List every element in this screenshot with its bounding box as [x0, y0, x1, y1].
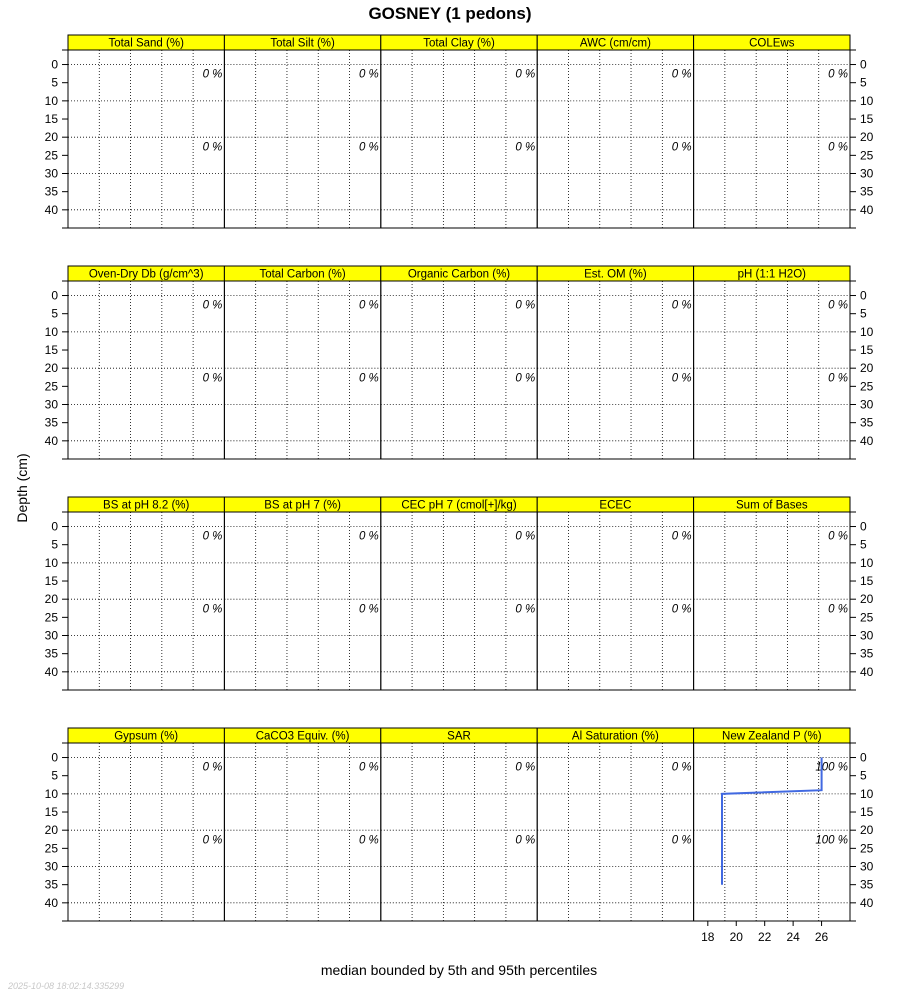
panel-frame [224, 512, 380, 690]
panel-title: Total Clay (%) [423, 37, 495, 50]
panel-frame [224, 50, 380, 228]
y-tick-label: 35 [44, 877, 58, 892]
panel-frame [68, 281, 224, 459]
panel-annotation: 0 % [202, 834, 223, 847]
panel-frame [694, 281, 850, 459]
y-tick-label: 35 [860, 415, 874, 430]
panel-title: Total Sand (%) [108, 37, 184, 50]
panel-annotation: 0 % [515, 141, 536, 154]
panel-annotation: 0 % [202, 603, 223, 616]
y-tick-label: 20 [860, 361, 874, 376]
y-tick-label: 25 [44, 148, 58, 163]
y-tick-label: 40 [44, 664, 58, 679]
y-tick-label: 10 [860, 93, 874, 108]
y-tick-label: 0 [860, 57, 867, 72]
panel-title: BS at pH 7 (%) [264, 499, 341, 512]
y-tick-label: 0 [860, 750, 867, 765]
panel-frame [68, 50, 224, 228]
y-tick-label: 35 [44, 184, 58, 199]
y-tick-label: 0 [51, 288, 58, 303]
y-tick-label: 20 [860, 823, 874, 838]
panel-title: AWC (cm/cm) [579, 37, 651, 50]
y-tick-label: 15 [860, 574, 874, 589]
y-tick-label: 5 [860, 75, 867, 90]
panel-annotation: 100 % [815, 834, 848, 847]
y-tick-label: 5 [51, 537, 58, 552]
y-tick-label: 25 [44, 610, 58, 625]
panel-frame [381, 281, 537, 459]
panel-annotation: 0 % [671, 372, 692, 385]
panel-title: SAR [447, 730, 471, 743]
y-tick-label: 25 [44, 841, 58, 856]
panel-frame [694, 512, 850, 690]
y-tick-label: 15 [44, 343, 58, 358]
series-line [722, 758, 822, 885]
x-tick-label: 18 [701, 930, 715, 944]
y-tick-label: 10 [860, 324, 874, 339]
panel-title: Sum of Bases [736, 499, 808, 512]
panel-annotation: 0 % [358, 603, 379, 616]
panel-annotation: 0 % [358, 372, 379, 385]
y-tick-label: 25 [860, 841, 874, 856]
y-tick-label: 15 [44, 805, 58, 820]
y-tick-label: 35 [860, 184, 874, 199]
x-axis-label: median bounded by 5th and 95th percentiles [320, 962, 598, 978]
panel-annotation: 0 % [828, 530, 848, 543]
y-tick-label: 5 [51, 306, 58, 321]
y-tick-label: 20 [44, 823, 58, 838]
panel-annotation: 0 % [202, 68, 223, 81]
y-tick-label: 40 [860, 202, 874, 217]
panel-frame [537, 50, 693, 228]
panel-frame [537, 743, 693, 921]
x-tick-label: 26 [814, 930, 829, 944]
y-tick-label: 5 [51, 75, 58, 90]
y-tick-label: 25 [44, 379, 58, 394]
panel-annotation: 0 % [202, 299, 223, 312]
panel-title: pH (1:1 H2O) [737, 268, 806, 281]
panel-title: Al Saturation (%) [571, 730, 659, 743]
y-tick-label: 35 [44, 415, 58, 430]
y-tick-label: 5 [860, 306, 867, 321]
y-tick-label: 40 [860, 664, 874, 679]
y-tick-label: 30 [860, 628, 874, 643]
panel-annotation: 0 % [202, 141, 223, 154]
y-tick-label: 35 [44, 646, 58, 661]
panel-title: CaCO3 Equiv. (%) [255, 730, 350, 743]
timestamp: 2025-10-08 18:02:14.335299 [8, 981, 125, 991]
y-tick-label: 15 [44, 112, 58, 127]
y-tick-label: 0 [860, 519, 867, 534]
y-tick-label: 10 [44, 93, 58, 108]
y-tick-label: 40 [860, 895, 874, 910]
panel-annotation: 0 % [358, 68, 379, 81]
y-tick-label: 20 [860, 592, 874, 607]
y-tick-label: 20 [44, 130, 58, 145]
y-tick-label: 40 [44, 433, 58, 448]
panel-title: New Zealand P (%) [722, 730, 822, 743]
panel-annotation: 0 % [358, 530, 379, 543]
panel-annotation: 0 % [515, 530, 536, 543]
y-tick-label: 25 [860, 379, 874, 394]
y-tick-label: 25 [860, 610, 874, 625]
panel-frame [68, 512, 224, 690]
y-tick-label: 25 [860, 148, 874, 163]
panel-title: Oven-Dry Db (g/cm^3) [88, 268, 204, 281]
panel-annotation: 0 % [671, 68, 692, 81]
y-tick-label: 30 [44, 628, 58, 643]
y-tick-label: 30 [860, 397, 874, 412]
panel-annotation: 0 % [202, 761, 223, 774]
panel-title: COLEws [749, 37, 795, 50]
panel-annotation: 0 % [671, 299, 692, 312]
panel-annotation: 0 % [202, 372, 223, 385]
panel-annotation: 0 % [515, 603, 536, 616]
panel-title: CEC pH 7 (cmol[+]/kg) [401, 499, 517, 512]
panel-annotation: 0 % [202, 530, 223, 543]
panel-annotation: 0 % [828, 603, 848, 616]
chart-title: GOSNEY (1 pedons) [368, 4, 532, 23]
y-tick-label: 15 [860, 112, 874, 127]
y-tick-label: 40 [44, 202, 58, 217]
y-tick-label: 10 [44, 324, 58, 339]
x-tick-label: 22 [758, 930, 772, 944]
y-tick-label: 5 [51, 768, 58, 783]
y-tick-label: 10 [44, 555, 58, 570]
y-tick-label: 40 [44, 895, 58, 910]
panel-annotation: 0 % [671, 530, 692, 543]
panel-title: Organic Carbon (%) [407, 268, 511, 281]
panel-annotation: 0 % [671, 761, 692, 774]
panel-annotation: 0 % [828, 299, 848, 312]
panel-title: Est. OM (%) [584, 268, 647, 281]
y-tick-label: 0 [860, 288, 867, 303]
panel-annotation: 0 % [828, 68, 848, 81]
panel-annotation: 0 % [358, 834, 379, 847]
y-tick-label: 15 [860, 805, 874, 820]
y-tick-label: 20 [44, 361, 58, 376]
panel-frame [68, 743, 224, 921]
panel-frame [694, 50, 850, 228]
panel-title: Total Silt (%) [270, 37, 335, 50]
y-tick-label: 10 [860, 786, 874, 801]
y-tick-label: 10 [44, 786, 58, 801]
panel-annotation: 0 % [515, 68, 536, 81]
y-tick-label: 20 [44, 592, 58, 607]
panel-frame [537, 512, 693, 690]
panel-title: ECEC [599, 499, 632, 512]
y-axis-label: Depth (cm) [14, 453, 30, 523]
y-tick-label: 30 [44, 397, 58, 412]
panel-annotation: 100 % [815, 761, 848, 774]
y-tick-label: 0 [51, 57, 58, 72]
y-tick-label: 35 [860, 877, 874, 892]
panel-frame [224, 743, 380, 921]
y-tick-label: 5 [860, 537, 867, 552]
panel-annotation: 0 % [515, 761, 536, 774]
y-tick-label: 30 [44, 859, 58, 874]
panel-annotation: 0 % [671, 603, 692, 616]
panel-title: Total Carbon (%) [259, 268, 346, 281]
panel-annotation: 0 % [671, 834, 692, 847]
panel-annotation: 0 % [515, 372, 536, 385]
y-tick-label: 30 [44, 166, 58, 181]
y-tick-label: 10 [860, 555, 874, 570]
y-tick-label: 15 [860, 343, 874, 358]
panel-annotation: 0 % [671, 141, 692, 154]
panel-annotation: 0 % [828, 372, 848, 385]
y-tick-label: 30 [860, 166, 874, 181]
panel-title: Gypsum (%) [114, 730, 179, 743]
y-tick-label: 40 [860, 433, 874, 448]
y-tick-label: 0 [51, 750, 58, 765]
x-tick-label: 20 [729, 930, 743, 944]
panel-annotation: 0 % [358, 141, 379, 154]
panel-annotation: 0 % [515, 834, 536, 847]
panel-frame [224, 281, 380, 459]
y-tick-label: 15 [44, 574, 58, 589]
y-tick-label: 35 [860, 646, 874, 661]
panel-title: BS at pH 8.2 (%) [103, 499, 190, 512]
y-tick-label: 5 [860, 768, 867, 783]
panel-annotation: 0 % [515, 299, 536, 312]
y-tick-label: 20 [860, 130, 874, 145]
panel-frame [381, 512, 537, 690]
panel-annotation: 0 % [358, 761, 379, 774]
panel-frame [381, 743, 537, 921]
panel-frame [381, 50, 537, 228]
y-tick-label: 30 [860, 859, 874, 874]
panel-annotation: 0 % [828, 141, 848, 154]
y-tick-label: 0 [51, 519, 58, 534]
panel-annotation: 0 % [358, 299, 379, 312]
x-tick-label: 24 [786, 930, 800, 944]
panel-frame [537, 281, 693, 459]
